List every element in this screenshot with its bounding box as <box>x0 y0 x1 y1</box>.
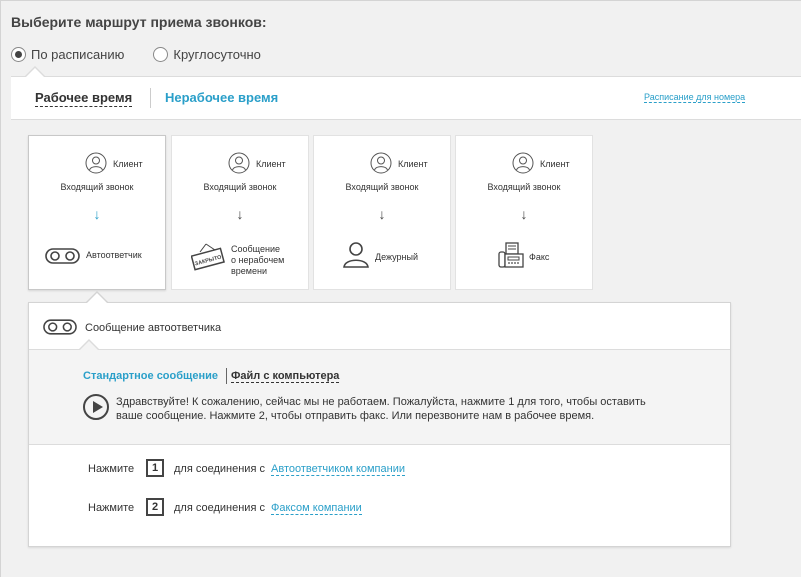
card-incoming-label: Входящий звонок <box>487 182 561 192</box>
radio-24h[interactable] <box>153 47 261 62</box>
route-mode-radios <box>11 45 290 63</box>
tab-divider <box>150 88 151 108</box>
card-client-label: Клиент <box>540 159 570 169</box>
card-client-label: Клиент <box>113 159 143 169</box>
tab-standard-message[interactable]: Стандартное сообщение <box>83 370 218 382</box>
page-title: Выберите маршрут приема звонков: <box>11 14 267 30</box>
client-person-icon <box>370 152 392 174</box>
arrow-down-icon: ↓ <box>378 206 386 222</box>
dest-line-2: о нерабочем <box>231 255 285 265</box>
radio-checked-icon[interactable] <box>11 47 26 62</box>
card-destination-label <box>231 244 284 277</box>
card-incoming-label: Входящий звонок <box>203 182 277 192</box>
radio-unchecked-icon[interactable] <box>153 47 168 62</box>
dest-line-1: Сообщение <box>231 244 280 254</box>
client-person-icon <box>85 152 107 174</box>
client-person-icon <box>228 152 250 174</box>
card-incoming-label: Входящий звонок <box>60 182 134 192</box>
message-box <box>29 349 730 445</box>
fax-icon <box>498 242 524 268</box>
card-incoming-label: Входящий звонок <box>345 182 419 192</box>
card-destination-label: Факс <box>529 252 550 262</box>
play-icon[interactable] <box>83 394 109 420</box>
target-link[interactable]: Факсом компании <box>271 502 362 514</box>
tabs-pointer-fill <box>25 68 45 78</box>
panel-title: Сообщение автоответчика <box>85 322 222 334</box>
client-person-icon <box>512 152 534 174</box>
message-line-1: Здравствуйте! К сожалению, сейчас мы не работаем. Пожалуйста, нажмите 1 для того, чтобы оставить <box>116 396 646 408</box>
route-card-duty[interactable] <box>313 135 451 290</box>
route-card-fax[interactable] <box>455 135 593 290</box>
card-client-label: Клиент <box>398 159 428 169</box>
route-card-offhours-message[interactable] <box>171 135 309 290</box>
radio-schedule-label: По расписанию <box>31 46 125 62</box>
key-badge: 1 <box>146 459 164 477</box>
answering-message-panel <box>28 302 731 547</box>
sub-tab-divider <box>226 368 227 384</box>
radio-schedule[interactable] <box>11 47 124 62</box>
schedule-link[interactable]: Расписание для номера <box>644 92 746 102</box>
press-label: Нажмите <box>88 463 135 475</box>
card-client-label: Клиент <box>256 159 286 169</box>
key-badge: 2 <box>146 498 164 516</box>
connect-label: для соединения с <box>174 463 265 475</box>
tape-icon <box>45 248 80 264</box>
card-destination-label: Автоответчик <box>86 250 142 260</box>
time-tabs-bar <box>11 76 801 120</box>
press-label: Нажмите <box>88 502 135 514</box>
duty-person-icon <box>342 240 370 268</box>
route-card-answering-machine[interactable] <box>28 135 166 290</box>
arrow-down-icon: ↓ <box>236 206 244 222</box>
card-destination-label: Дежурный <box>375 252 418 262</box>
tape-icon <box>43 319 77 335</box>
target-link[interactable]: Автоответчиком компании <box>271 463 405 475</box>
tab-off-time[interactable]: Нерабочее время <box>165 90 279 105</box>
panel-pointer-fill <box>87 293 107 303</box>
radio-24h-label: Круглосуточно <box>173 46 261 62</box>
sign-text: ЗАКРЫТО <box>194 254 223 268</box>
message-text <box>116 395 716 423</box>
message-line-2: ваше сообщение. Нажмите 2, чтобы отправить факс. Или перезвоните нам в рабочее время. <box>116 410 595 422</box>
tab-work-time[interactable]: Рабочее время <box>35 90 133 105</box>
arrow-down-icon: ↓ <box>93 206 101 222</box>
arrow-down-icon: ↓ <box>520 206 528 222</box>
dest-line-3: времени <box>231 266 267 276</box>
closed-sign-icon <box>191 242 225 272</box>
message-pointer-fill <box>80 341 98 350</box>
tab-file-from-computer[interactable]: Файл с компьютера <box>231 370 340 382</box>
connect-label: для соединения с <box>174 502 265 514</box>
